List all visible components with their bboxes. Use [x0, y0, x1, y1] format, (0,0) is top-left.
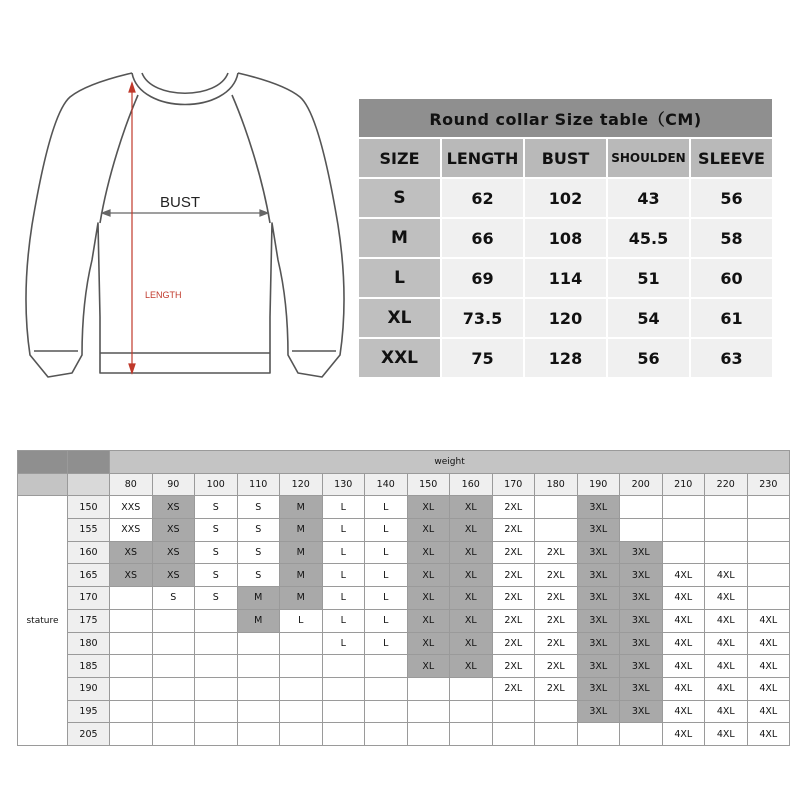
shoulder-cell: 54	[607, 298, 690, 338]
size-recommendation-cell: L	[365, 519, 408, 542]
size-recommendation-cell: XL	[450, 655, 493, 678]
size-recommendation-cell: 4XL	[662, 609, 705, 632]
weight-value: 180	[535, 473, 578, 496]
size-recommendation-cell	[322, 677, 365, 700]
size-recommendation-cell: XL	[407, 655, 450, 678]
size-recommendation-cell	[747, 587, 790, 610]
size-recommendation-cell: M	[280, 519, 323, 542]
size-recommendation-cell: L	[365, 496, 408, 519]
size-recommendation-cell	[237, 632, 280, 655]
size-recommendation-cell: 3XL	[620, 541, 663, 564]
size-recommendation-cell: S	[237, 564, 280, 587]
size-recommendation-cell	[110, 609, 153, 632]
size-recommendation-cell: 3XL	[577, 496, 620, 519]
size-recommendation-cell	[620, 496, 663, 519]
size-recommendation-cell: M	[280, 564, 323, 587]
size-table	[357, 97, 774, 379]
size-recommendation-cell: XS	[152, 519, 195, 542]
weight-value: 120	[280, 473, 323, 496]
length-cell: 73.5	[441, 298, 524, 338]
size-recommendation-cell: 3XL	[577, 587, 620, 610]
size-recommendation-cell	[747, 496, 790, 519]
size-recommendation-cell: L	[322, 587, 365, 610]
size-recommendation-cell: 4XL	[747, 723, 790, 746]
weight-value: 230	[747, 473, 790, 496]
size-recommendation-cell	[535, 700, 578, 723]
collar-outer	[132, 73, 238, 105]
size-recommendation-cell: 2XL	[492, 655, 535, 678]
size-recommendation-cell: 2XL	[492, 519, 535, 542]
size-recommendation-cell: 4XL	[662, 564, 705, 587]
size-cell: M	[358, 218, 441, 258]
stature-row	[18, 677, 790, 700]
size-recommendation-cell: 2XL	[492, 632, 535, 655]
size-recommendation-cell	[747, 541, 790, 564]
size-recommendation-cell	[110, 700, 153, 723]
size-recommendation-cell: 2XL	[535, 587, 578, 610]
size-recommendation-cell: S	[237, 519, 280, 542]
size-recommendation-cell	[195, 677, 238, 700]
shoulder-cell: 56	[607, 338, 690, 378]
sleeve-cell: 61	[690, 298, 773, 338]
size-recommendation-cell: 4XL	[662, 587, 705, 610]
size-recommendation-cell: 3XL	[577, 700, 620, 723]
size-recommendation-cell: 4XL	[747, 655, 790, 678]
size-recommendation-cell	[450, 700, 493, 723]
bust-cell: 102	[524, 178, 607, 218]
size-recommendation-cell: L	[365, 632, 408, 655]
shoulder-cell: 45.5	[607, 218, 690, 258]
size-recommendation-cell: L	[322, 519, 365, 542]
size-recommendation-cell: 4XL	[662, 700, 705, 723]
size-recommendation-cell: S	[195, 496, 238, 519]
size-recommendation-cell: XS	[110, 564, 153, 587]
weight-value: 140	[365, 473, 408, 496]
stature-weight-grid	[17, 450, 790, 746]
size-recommendation-cell: 4XL	[747, 700, 790, 723]
stature-value: 195	[68, 700, 110, 723]
size-recommendation-cell: 2XL	[535, 541, 578, 564]
size-recommendation-cell: XL	[450, 519, 493, 542]
size-recommendation-cell	[195, 655, 238, 678]
size-recommendation-cell	[322, 700, 365, 723]
weight-value: 150	[407, 473, 450, 496]
shoulder-cell: 43	[607, 178, 690, 218]
size-recommendation-cell: L	[322, 541, 365, 564]
shoulder-cell: 51	[607, 258, 690, 298]
size-recommendation-cell: 3XL	[620, 700, 663, 723]
size-recommendation-cell	[280, 723, 323, 746]
size-recommendation-cell	[195, 632, 238, 655]
size-recommendation-cell	[152, 700, 195, 723]
size-recommendation-cell: XL	[450, 609, 493, 632]
size-recommendation-cell	[705, 541, 748, 564]
size-recommendation-cell	[237, 700, 280, 723]
size-recommendation-cell	[450, 677, 493, 700]
size-recommendation-cell: 4XL	[747, 632, 790, 655]
bust-cell: 128	[524, 338, 607, 378]
size-recommendation-cell: 4XL	[705, 564, 748, 587]
header-sleeve: SLEEVE	[690, 138, 773, 178]
size-recommendation-cell	[620, 723, 663, 746]
size-recommendation-cell	[237, 723, 280, 746]
size-row-xl	[358, 298, 773, 338]
size-recommendation-cell: M	[280, 587, 323, 610]
size-recommendation-cell	[705, 519, 748, 542]
size-recommendation-cell: M	[280, 541, 323, 564]
stature-row	[18, 541, 790, 564]
size-recommendation-cell: L	[365, 609, 408, 632]
size-recommendation-cell	[747, 519, 790, 542]
weight-label: weight	[110, 451, 790, 474]
size-recommendation-cell	[110, 632, 153, 655]
size-recommendation-cell	[280, 700, 323, 723]
size-recommendation-cell	[152, 723, 195, 746]
weight-value: 90	[152, 473, 195, 496]
size-recommendation-cell: XL	[407, 632, 450, 655]
stature-value: 175	[68, 609, 110, 632]
header-shoulder: SHOULDEN	[607, 138, 690, 178]
stature-row	[18, 609, 790, 632]
size-recommendation-cell: 2XL	[492, 609, 535, 632]
length-cell: 62	[441, 178, 524, 218]
size-recommendation-cell: 4XL	[747, 609, 790, 632]
size-recommendation-cell	[407, 677, 450, 700]
size-recommendation-cell: XS	[152, 496, 195, 519]
size-table-header-row	[358, 138, 773, 178]
stature-value: 150	[68, 496, 110, 519]
size-recommendation-cell: 2XL	[535, 609, 578, 632]
bust-arrow-right	[260, 210, 268, 216]
size-recommendation-cell: 3XL	[577, 655, 620, 678]
size-recommendation-cell: XL	[407, 587, 450, 610]
size-recommendation-cell	[110, 677, 153, 700]
size-recommendation-cell: S	[237, 541, 280, 564]
size-recommendation-cell	[322, 723, 365, 746]
size-recommendation-cell: 2XL	[535, 632, 578, 655]
size-recommendation-cell: S	[195, 587, 238, 610]
sleeve-cell: 56	[690, 178, 773, 218]
size-recommendation-cell: 3XL	[577, 541, 620, 564]
size-recommendation-cell: 3XL	[620, 564, 663, 587]
bust-cell: 114	[524, 258, 607, 298]
size-recommendation-cell: 4XL	[662, 632, 705, 655]
grid-corner	[68, 473, 110, 496]
size-recommendation-cell: 4XL	[662, 655, 705, 678]
sleeve-cell: 63	[690, 338, 773, 378]
size-recommendation-cell	[705, 496, 748, 519]
size-recommendation-cell	[280, 655, 323, 678]
header-bust: BUST	[524, 138, 607, 178]
size-recommendation-cell: 3XL	[620, 632, 663, 655]
size-recommendation-cell: 3XL	[620, 587, 663, 610]
size-recommendation-cell	[492, 700, 535, 723]
size-recommendation-cell	[662, 496, 705, 519]
size-recommendation-cell: 4XL	[705, 723, 748, 746]
sleeve-cell: 58	[690, 218, 773, 258]
size-recommendation-cell	[280, 677, 323, 700]
size-recommendation-cell	[152, 655, 195, 678]
bust-label: BUST	[159, 194, 201, 211]
grid-corner	[18, 473, 68, 496]
bust-cell: 108	[524, 218, 607, 258]
size-recommendation-cell: 2XL	[535, 655, 578, 678]
stature-row	[18, 496, 790, 519]
size-recommendation-cell: 2XL	[492, 496, 535, 519]
size-recommendation-cell	[407, 700, 450, 723]
size-recommendation-cell	[195, 723, 238, 746]
weight-value: 190	[577, 473, 620, 496]
size-recommendation-cell: XL	[450, 541, 493, 564]
weight-value: 200	[620, 473, 663, 496]
size-row-xxl	[358, 338, 773, 378]
size-recommendation-cell	[237, 677, 280, 700]
stature-value: 185	[68, 655, 110, 678]
size-recommendation-cell: L	[365, 541, 408, 564]
size-recommendation-cell	[535, 723, 578, 746]
size-recommendation-cell	[492, 723, 535, 746]
size-recommendation-cell: L	[322, 564, 365, 587]
size-recommendation-cell: 3XL	[620, 655, 663, 678]
size-recommendation-cell	[662, 541, 705, 564]
length-arrow-top	[129, 83, 135, 92]
stature-value: 180	[68, 632, 110, 655]
size-recommendation-cell	[365, 700, 408, 723]
size-recommendation-cell: 3XL	[577, 632, 620, 655]
weight-value: 80	[110, 473, 153, 496]
length-arrow-bottom	[129, 364, 135, 373]
size-recommendation-cell: L	[322, 609, 365, 632]
stature-value: 160	[68, 541, 110, 564]
length-label: LENGTH	[145, 290, 182, 300]
size-recommendation-cell: XL	[450, 632, 493, 655]
size-recommendation-cell: 2XL	[492, 541, 535, 564]
size-recommendation-cell: 3XL	[577, 609, 620, 632]
weight-value: 130	[322, 473, 365, 496]
size-table-title: Round collar Size table（CM)	[358, 98, 773, 138]
size-recommendation-cell	[110, 587, 153, 610]
size-recommendation-cell	[407, 723, 450, 746]
size-recommendation-cell: XXS	[110, 519, 153, 542]
size-recommendation-cell: 4XL	[705, 677, 748, 700]
size-recommendation-cell: L	[322, 496, 365, 519]
size-recommendation-cell: XS	[110, 541, 153, 564]
weight-value: 170	[492, 473, 535, 496]
size-row-m	[358, 218, 773, 258]
stature-value: 165	[68, 564, 110, 587]
size-recommendation-cell	[620, 519, 663, 542]
size-recommendation-cell	[365, 723, 408, 746]
size-recommendation-cell: 3XL	[577, 677, 620, 700]
sweater-outline	[26, 73, 344, 377]
size-recommendation-cell: XL	[450, 587, 493, 610]
size-recommendation-cell	[322, 655, 365, 678]
size-row-l	[358, 258, 773, 298]
size-recommendation-cell: XL	[450, 496, 493, 519]
size-recommendation-cell: S	[237, 496, 280, 519]
bust-arrow-left	[102, 210, 110, 216]
size-recommendation-cell: 2XL	[492, 587, 535, 610]
sweater-illustration	[20, 55, 350, 405]
size-recommendation-cell: XL	[407, 541, 450, 564]
size-recommendation-cell: M	[280, 496, 323, 519]
size-recommendation-cell	[110, 723, 153, 746]
size-recommendation-cell: 4XL	[705, 632, 748, 655]
size-recommendation-cell: L	[280, 609, 323, 632]
size-recommendation-cell	[535, 519, 578, 542]
size-recommendation-cell: 4XL	[705, 700, 748, 723]
size-recommendation-cell: S	[152, 587, 195, 610]
size-recommendation-cell: S	[195, 519, 238, 542]
size-recommendation-cell	[152, 677, 195, 700]
size-recommendation-cell: M	[237, 609, 280, 632]
size-recommendation-cell	[535, 496, 578, 519]
size-recommendation-cell: XS	[152, 564, 195, 587]
size-recommendation-cell: 3XL	[620, 609, 663, 632]
bust-cell: 120	[524, 298, 607, 338]
size-cell: XL	[358, 298, 441, 338]
sleeve-cell: 60	[690, 258, 773, 298]
size-recommendation-cell: XXS	[110, 496, 153, 519]
weight-value: 220	[705, 473, 748, 496]
size-recommendation-cell: 4XL	[705, 655, 748, 678]
header-length: LENGTH	[441, 138, 524, 178]
raglan-seam-right	[232, 95, 270, 223]
size-recommendation-cell	[152, 632, 195, 655]
size-recommendation-cell: 3XL	[620, 677, 663, 700]
size-recommendation-cell	[237, 655, 280, 678]
weight-header-row	[18, 473, 790, 496]
stature-label: stature	[18, 496, 68, 746]
size-recommendation-cell	[577, 723, 620, 746]
size-recommendation-cell: 4XL	[705, 609, 748, 632]
weight-value: 160	[450, 473, 493, 496]
size-recommendation-cell: 2XL	[535, 564, 578, 587]
stature-row	[18, 723, 790, 746]
size-recommendation-cell: XL	[407, 564, 450, 587]
length-cell: 75	[441, 338, 524, 378]
size-recommendation-cell: S	[195, 564, 238, 587]
size-recommendation-cell	[280, 632, 323, 655]
size-recommendation-cell: XS	[152, 541, 195, 564]
size-recommendation-cell: 4XL	[662, 677, 705, 700]
size-recommendation-cell: XL	[407, 519, 450, 542]
size-recommendation-cell: XL	[450, 564, 493, 587]
size-recommendation-cell: XL	[407, 496, 450, 519]
size-recommendation-cell: 4XL	[662, 723, 705, 746]
size-recommendation-cell	[747, 564, 790, 587]
size-recommendation-cell: 2XL	[535, 677, 578, 700]
size-recommendation-cell	[662, 519, 705, 542]
size-cell: L	[358, 258, 441, 298]
size-recommendation-cell: 4XL	[705, 587, 748, 610]
grid-corner	[68, 451, 110, 474]
size-cell: S	[358, 178, 441, 218]
size-recommendation-cell: 2XL	[492, 677, 535, 700]
grid-corner	[18, 451, 68, 474]
weight-value: 110	[237, 473, 280, 496]
stature-row	[18, 587, 790, 610]
collar-inner	[142, 73, 228, 93]
stature-value: 155	[68, 519, 110, 542]
size-recommendation-cell	[195, 609, 238, 632]
stature-value: 205	[68, 723, 110, 746]
stature-row	[18, 655, 790, 678]
weight-value: 210	[662, 473, 705, 496]
size-recommendation-cell: L	[322, 632, 365, 655]
stature-row	[18, 564, 790, 587]
header-size: SIZE	[358, 138, 441, 178]
size-recommendation-cell: 2XL	[492, 564, 535, 587]
size-recommendation-cell: 3XL	[577, 564, 620, 587]
size-recommendation-cell: S	[195, 541, 238, 564]
stature-row	[18, 632, 790, 655]
stature-value: 190	[68, 677, 110, 700]
size-recommendation-cell: 3XL	[577, 519, 620, 542]
size-recommendation-cell	[110, 655, 153, 678]
stature-value: 170	[68, 587, 110, 610]
size-cell: XXL	[358, 338, 441, 378]
grid-title-row	[18, 451, 790, 474]
size-recommendation-cell	[450, 723, 493, 746]
length-cell: 66	[441, 218, 524, 258]
weight-value: 100	[195, 473, 238, 496]
stature-row	[18, 700, 790, 723]
size-recommendation-cell	[365, 677, 408, 700]
size-recommendation-cell: XL	[407, 609, 450, 632]
size-recommendation-cell: M	[237, 587, 280, 610]
size-recommendation-cell	[152, 609, 195, 632]
size-recommendation-cell	[195, 700, 238, 723]
size-recommendation-cell: L	[365, 587, 408, 610]
size-recommendation-cell: L	[365, 564, 408, 587]
size-recommendation-cell	[365, 655, 408, 678]
length-cell: 69	[441, 258, 524, 298]
size-recommendation-cell: 4XL	[747, 677, 790, 700]
size-row-s	[358, 178, 773, 218]
stature-row	[18, 519, 790, 542]
